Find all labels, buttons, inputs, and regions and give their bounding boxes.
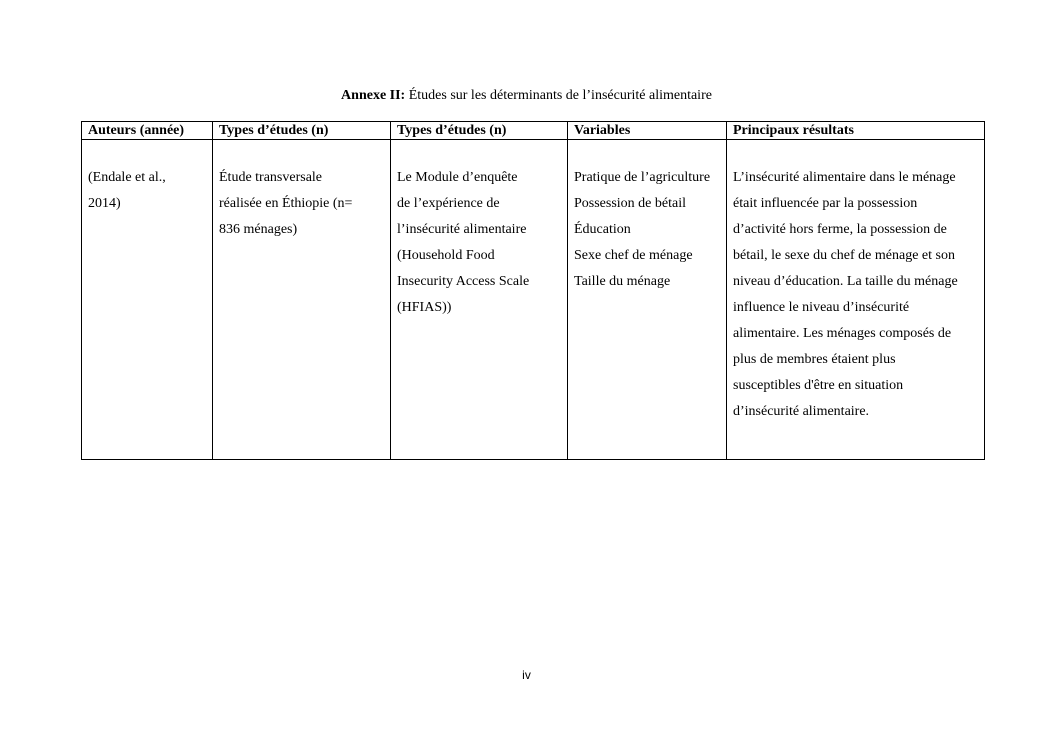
results-line: L’insécurité alimentaire dans le ménage (733, 170, 956, 185)
variable-item: Taille du ménage (574, 274, 671, 289)
header-authors: Auteurs (année) (82, 122, 213, 140)
results-line: influence le niveau d’insécurité (733, 300, 910, 315)
results-line: alimentaire. Les ménages composés de (733, 326, 952, 341)
authors-line: (Endale et al., (88, 170, 166, 185)
cell-authors (82, 140, 213, 460)
page-number: iv (522, 668, 531, 682)
table-caption (0, 88, 1053, 104)
variable-item: Sexe chef de ménage (574, 248, 693, 263)
method-line: Insecurity Access Scale (397, 274, 530, 289)
study-type-line: Étude transversale (219, 170, 323, 185)
results-line: susceptibles d'être en situation (733, 378, 904, 393)
header-study-type: Types d’études (n) (213, 122, 391, 140)
variable-item: Éducation (574, 222, 631, 237)
variable-item: Pratique de l’agriculture (574, 170, 711, 185)
caption-label: Annexe II: (341, 88, 406, 103)
results-line: bétail, le sexe du chef de ménage et son (733, 248, 955, 263)
results-line: était influencée par la possession (733, 196, 918, 211)
header-variables: Variables (568, 122, 727, 140)
cell-main-results (727, 140, 985, 460)
header-study-type-second: Types d’études (n) (391, 122, 568, 140)
cell-method (391, 140, 568, 460)
method-line: de l’expérience de (397, 196, 500, 211)
table-header-row (82, 122, 985, 140)
determinants-table (81, 121, 985, 460)
method-line: l’insécurité alimentaire (397, 222, 527, 237)
study-type-line: réalisée en Éthiopie (n= (219, 196, 353, 211)
results-line: d’activité hors ferme, la possession de (733, 222, 947, 237)
header-main-results: Principaux résultats (727, 122, 985, 140)
results-line: niveau d’éducation. La taille du ménage (733, 274, 958, 289)
results-line: d’insécurité alimentaire. (733, 404, 870, 419)
method-line: Le Module d’enquête (397, 170, 518, 185)
cell-study-type (213, 140, 391, 460)
method-line: (HFIAS)) (397, 300, 452, 315)
results-line: plus de membres étaient plus (733, 352, 896, 367)
authors-line: 2014) (88, 196, 121, 211)
study-type-line: 836 ménages) (219, 222, 298, 237)
table-row (82, 140, 985, 460)
method-line: (Household Food (397, 248, 495, 263)
variable-item: Possession de bétail (574, 196, 686, 211)
caption-text: Études sur les déterminants de l’insécurité alimentaire (405, 88, 712, 103)
cell-variables (568, 140, 727, 460)
